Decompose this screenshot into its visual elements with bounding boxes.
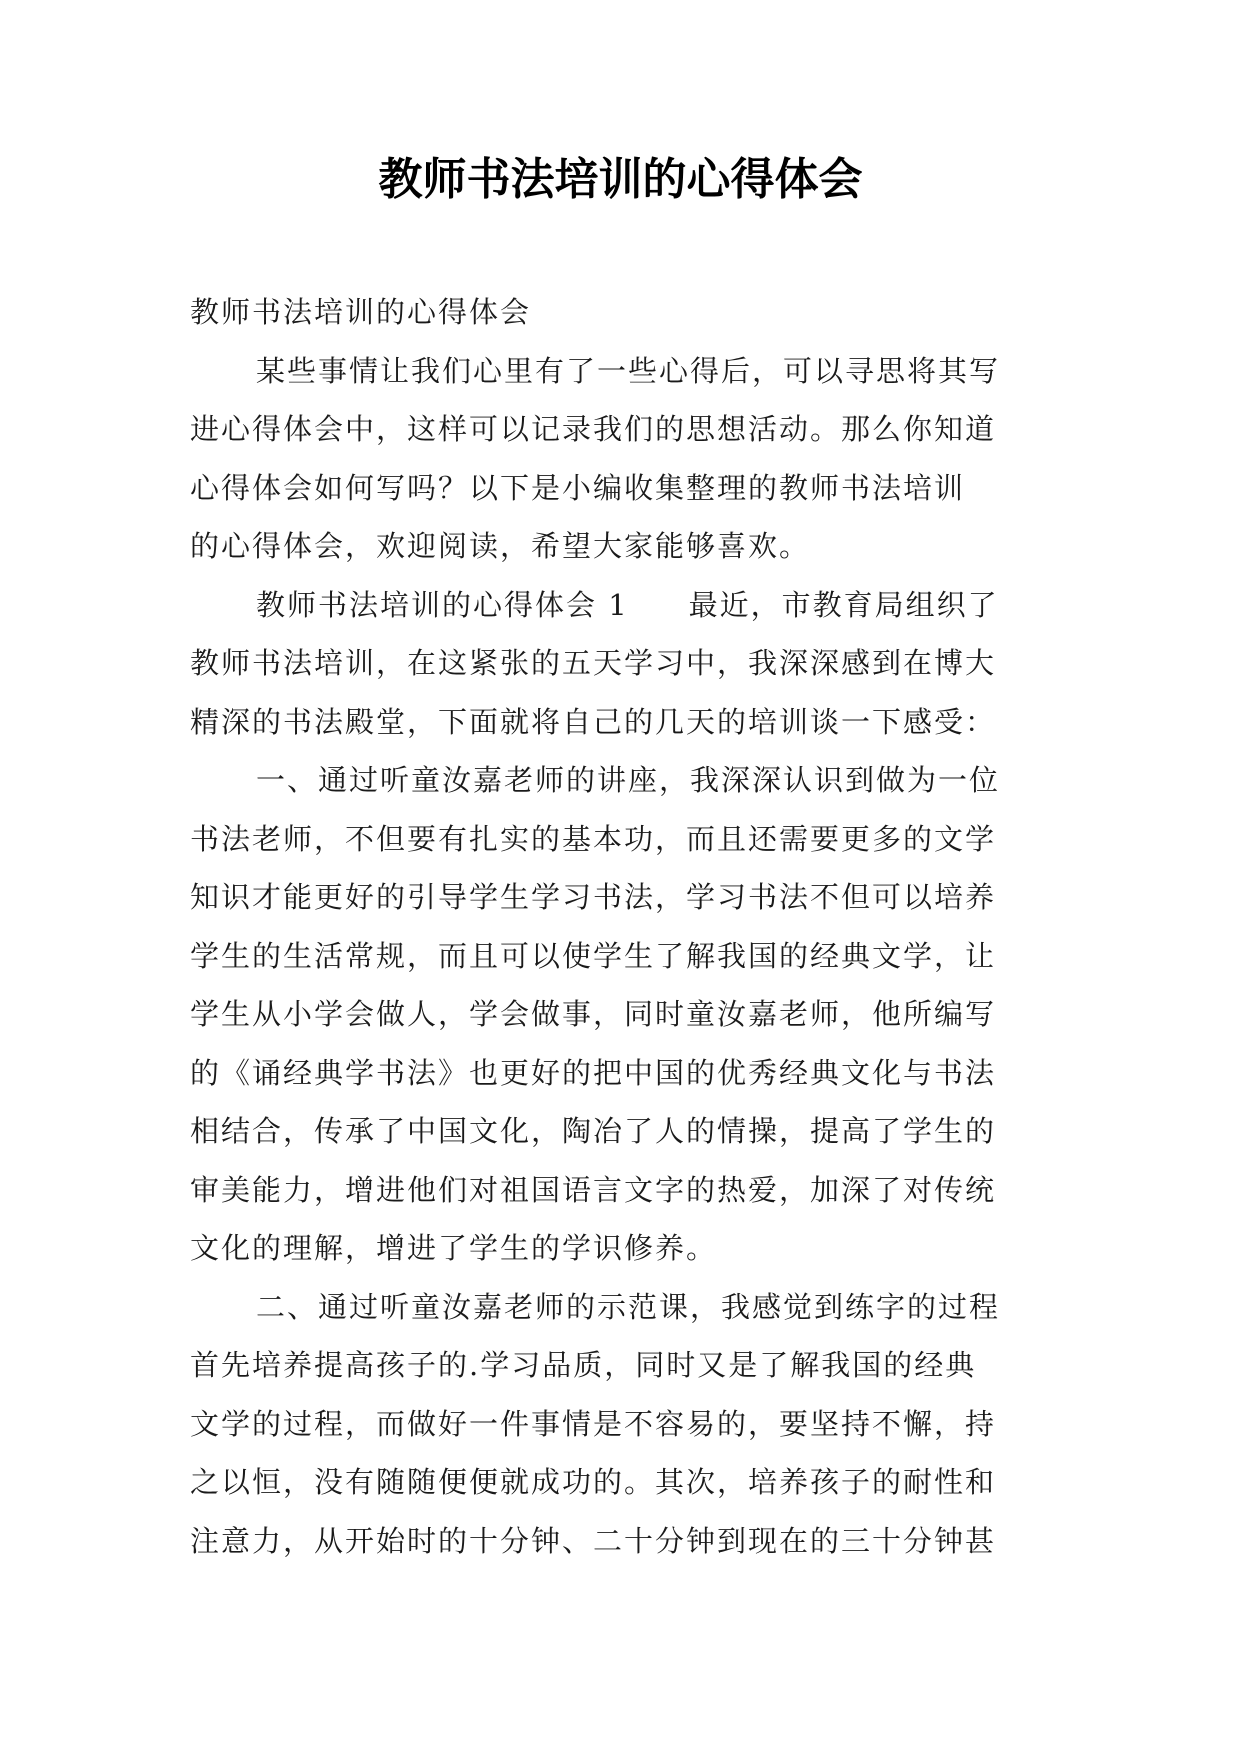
body-line: 教师书法培训的心得体会	[190, 295, 532, 329]
document-title: 教师书法培训的心得体会	[378, 154, 863, 205]
body-line: 文学的过程，而做好一件事情是不容易的，要坚持不懈，持	[190, 1406, 997, 1441]
document-body	[190, 283, 1060, 1570]
body-line: 心得体会如何写吗？以下是小编收集整理的教师书法培训	[190, 470, 966, 505]
body-line: 注意力，从开始时的十分钟、二十分钟到现在的三十分钟甚	[190, 1523, 997, 1558]
body-line: 精深的书法殿堂，下面就将自己的几天的培训谈一下感受：	[190, 704, 997, 739]
body-line: 某些事情让我们心里有了一些心得后，可以寻思将其写	[256, 353, 1001, 388]
body-line: 学生从小学会做人，学会做事，同时童汝嘉老师，他所编写	[190, 997, 997, 1031]
body-line: 首先培养提高孩子的.学习品质，同时又是了解我国的经典	[190, 1348, 977, 1382]
body-line	[190, 576, 1060, 635]
body-line: 之以恒，没有随随便便就成功的。其次，培养孩子的耐性和	[190, 1465, 997, 1499]
body-line: 教师书法培训，在这紧张的五天学习中，我深深感到在博大	[190, 646, 997, 680]
body-line: 相结合，传承了中国文化，陶冶了人的情操，提高了学生的	[190, 1114, 997, 1148]
section-lead-text: 最近，市教育局组织了	[688, 587, 999, 622]
body-line: 书法老师，不但要有扎实的基本功，而且还需要更多的文学	[190, 821, 997, 856]
body-line: 的心得体会，欢迎阅读，希望大家能够喜欢。	[190, 529, 811, 563]
body-line: 的《诵经典学书法》也更好的把中国的优秀经典文化与书法	[190, 1055, 997, 1090]
body-line: 进心得体会中，这样可以记录我们的思想活动。那么你知道	[190, 412, 997, 446]
body-line: 二、通过听童汝嘉老师的示范课，我感觉到练字的过程	[256, 1289, 1001, 1324]
body-line: 学生的生活常规，而且可以使学生了解我国的经典文学，让	[190, 938, 997, 973]
section-heading: 教师书法培训的心得体会 1	[256, 587, 629, 622]
body-line: 审美能力，增进他们对祖国语言文字的热爱，加深了对传统	[190, 1172, 997, 1207]
body-line: 文化的理解，增进了学生的学识修养。	[190, 1231, 718, 1265]
body-line: 一、通过听童汝嘉老师的讲座，我深深认识到做为一位	[256, 763, 1001, 797]
body-line: 知识才能更好的引导学生学习书法，学习书法不但可以培养	[190, 880, 997, 914]
